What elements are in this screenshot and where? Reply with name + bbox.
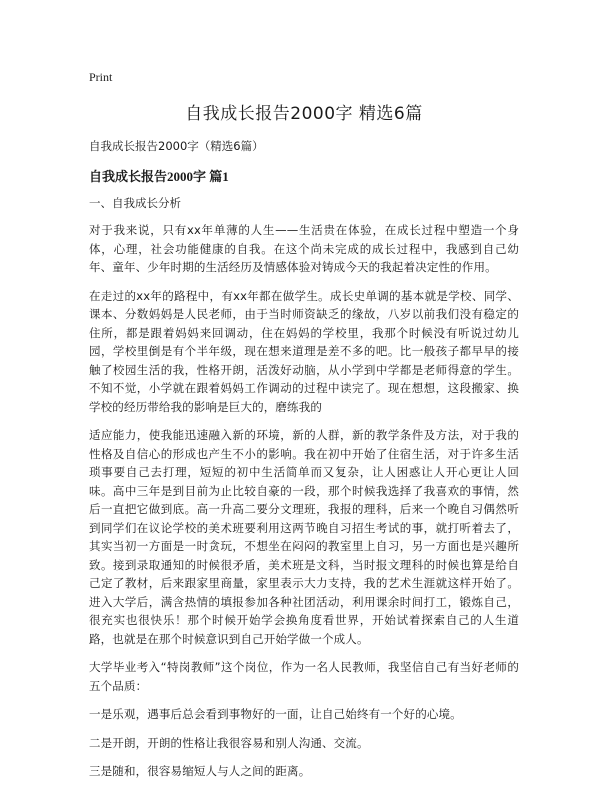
document-title: 自我成长报告2000字 精选6篇 <box>185 104 423 124</box>
paragraph: 在走过的xx年的路程中，有xx年都在做学生。成长史单调的基本就是学校、同学、课本、分数妈妈是人民老师，由于当时师资缺乏的缘故，八岁以前我们没有稳定的住所，都是跟着妈妈来回调动，住在妈妈的学校里，我那个时候没有听说过幼儿园，学校里倒是有个半年级，现在想来道理是差不多的吧。比一般孩子都早早的接触了校园生活的我，性格开朗，活泼好动脑，从小学到中学都是老师得意的学生。不知不觉，小学就在跟着妈妈工作调动的过程中读完了。现在想想，这段搬家、换学校的经历带给我的影响是巨大的，磨练我的 <box>89 288 519 414</box>
paragraph: 适应能力，使我能迅速融入新的环境，新的人群，新的教学条件及方法，对于我的性格及自信心的形成也产生不小的影响。我在初中开始了住宿生活，对于许多生活琐事要自己去打理，短短的初中生活简单而又复杂，让人困惑让人开心更让人回味。高中三年是到目前为止比较自豪的一段，那个时候我选择了我喜欢的事情，然后一直把它做到底。高一升高二要分文理班，我报的理科，后来一个晚自习偶然听到同学们在议论学校的美术班要利用这两节晚自习招生考试的事，就打听着去了，其实当初一方面是一时贪玩，不想坐在闷闷的教室里上自习，另一方面也是兴趣所致。接到录取通知的时候很矛盾，美术班是文科，当时报文理科的时候也算是给自己定了教材，后来跟家里商量，家里表示大力支持，我的艺术生涯就这样开始了。进入大学后，满含热情的填报参加各种社团活动，利用课余时间打工，锻炼自己，很充实也很快乐！那个时候开始学会换角度看世界，开始试着探索自己的人生道路，也就是在那个时候意识到自己开始学做一个成人。 <box>89 428 519 646</box>
print-link[interactable]: Print <box>89 70 113 84</box>
paragraph: 大学毕业考入“特岗教师”这个岗位，作为一名人民教师，我坚信自己有当好老师的五个品质： <box>89 660 519 693</box>
paragraph: 一是乐观，遇事后总会看到事物好的一面，让自己始终有一个好的心境。 <box>89 707 462 721</box>
section-heading: 自我成长报告2000字 篇1 <box>89 169 229 184</box>
document-subtitle: 自我成长报告2000字（精选6篇） <box>89 139 264 153</box>
subsection-heading: 一、自我成长分析 <box>89 196 181 210</box>
paragraph: 对于我来说，只有xx年单薄的人生——生活贵在体验，在成长过程中塑造一个身体，心理，社会功能健康的自我。在这个尚未完成的成长过程中，我感到自己幼年、童年、少年时期的生活经历及情感体验对铸成今天的我起着决定性的作用。 <box>89 223 519 274</box>
paragraph: 二是开朗，开朗的性格让我很容易和别人沟通、交流。 <box>89 735 369 750</box>
document-page <box>89 66 519 791</box>
paragraph: 三是随和，很容易缩短人与人之间的距离。 <box>89 764 311 778</box>
